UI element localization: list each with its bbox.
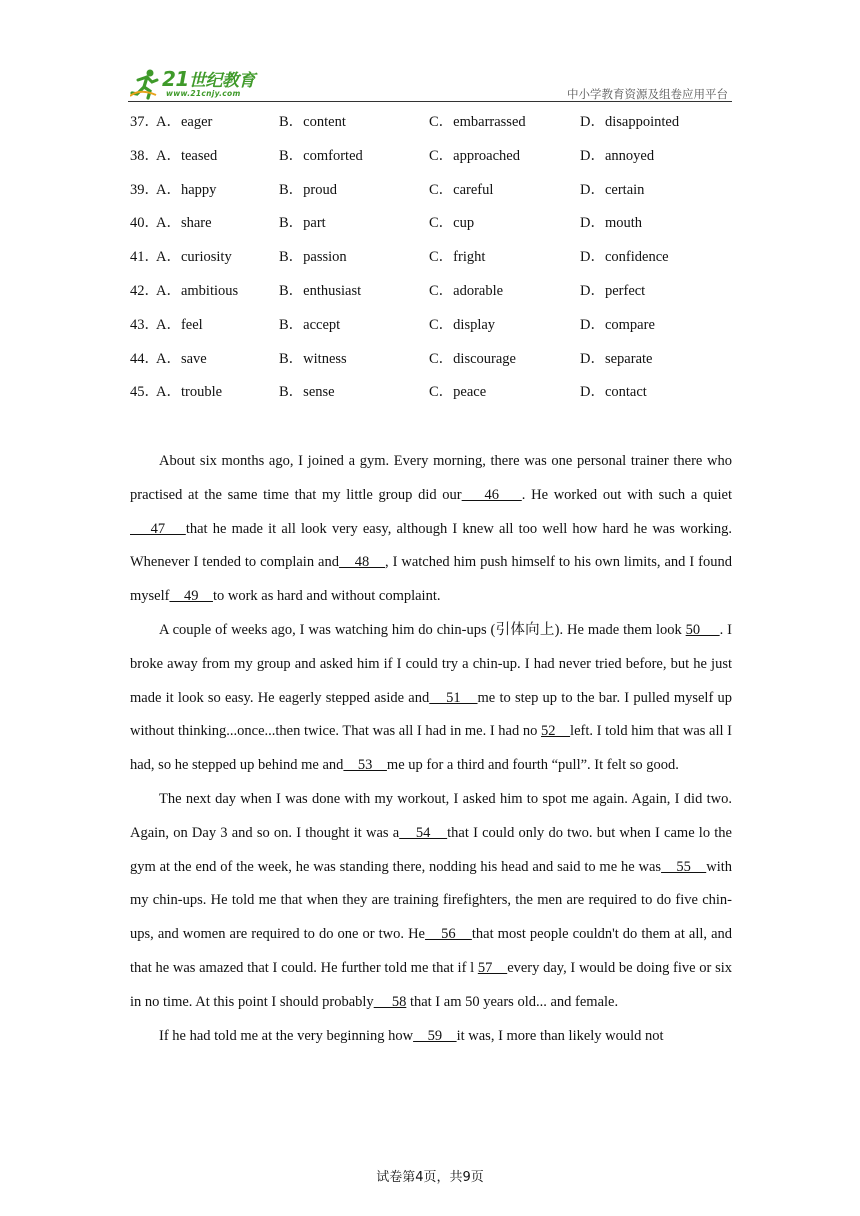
cloze-passage: [130, 445, 732, 1053]
passage-text: that he made it all look very easy, although I knew all too well how hard he was working. Whenever I tended to complain and: [130, 520, 733, 571]
option-b: B．passion: [279, 249, 347, 266]
question-number: 37．: [130, 114, 159, 130]
passage-text: . I broke away from my group and asked him if I could try a chin-up. I had never tried before, but he just made it look so easy. He eagerly stepped aside and: [130, 621, 732, 706]
option-b: B．witness: [279, 350, 347, 367]
passage-text: If he had told me at the very beginning how: [159, 1027, 414, 1044]
passage-text: every day, I would be doing five or six in no time. At this point I should probably: [130, 959, 733, 1010]
passage-text: . He worked out with such a quiet: [521, 486, 733, 503]
option-b: B．part: [279, 215, 326, 232]
option-a: A．teased: [156, 147, 218, 164]
passage-text: that I could only do two. but when I came lo the gym at the end of the week, he was standing there, nodding his head and said to me he was: [130, 824, 732, 875]
option-a: A．curiosity: [156, 249, 232, 266]
answer-options: [130, 112, 734, 416]
answer-blank: 52: [541, 723, 571, 740]
answer-blank: 55: [661, 858, 707, 875]
option-c: C．approached: [429, 147, 520, 164]
answer-blank: 47: [130, 520, 186, 537]
option-d: D．contact: [580, 384, 647, 401]
passage-text: A couple of weeks ago, I was watching him do chin-ups (引体向上). He made them look: [159, 621, 686, 638]
option-c: C．peace: [429, 384, 487, 401]
option-c: C．display: [429, 316, 496, 333]
option-a: A．ambitious: [156, 282, 239, 299]
site-logo: [128, 66, 268, 102]
option-row: [130, 247, 734, 281]
answer-blank: 46: [461, 486, 522, 503]
option-d: D．compare: [580, 316, 655, 333]
option-d: D．disappointed: [580, 114, 680, 130]
logo-text: [162, 66, 255, 91]
paragraph-3: [130, 783, 732, 1020]
question-number: 41．: [130, 249, 159, 266]
option-a: A．happy: [156, 181, 217, 198]
running-figure-icon: [130, 68, 162, 100]
passage-text: that most people couldn't do them at all, and that he was amazed that I could. He further told me that if l: [130, 926, 732, 976]
option-row: [130, 112, 734, 146]
option-a: A．save: [156, 350, 207, 367]
answer-blank: 58: [373, 993, 407, 1010]
option-row: [130, 180, 734, 214]
passage-text: to work as hard and without complaint.: [212, 588, 441, 605]
platform-name: 中小学教育资源及组卷应用平台: [567, 87, 728, 101]
option-row: [130, 349, 734, 383]
passage-text: me to step up to the bar. I pulled myself up without thinking...once...then twice. That was all I had in me. I had no: [130, 689, 733, 740]
option-row: [130, 281, 734, 315]
answer-blank: 51: [429, 689, 478, 706]
passage-text: The next day when I was done with my workout, I asked him to spot me again. Again, I did two. Again, on Day 3 and so on. I thought it was a: [130, 790, 732, 841]
option-d: D．separate: [580, 350, 653, 367]
header-divider: [128, 101, 732, 102]
answer-blank: 49: [169, 588, 213, 605]
answer-blank: 57: [477, 959, 508, 976]
option-row: [130, 146, 734, 180]
option-c: C．embarrassed: [429, 114, 526, 130]
option-c: C．fright: [429, 249, 486, 266]
answer-blank: 54: [399, 824, 448, 841]
question-number: 39．: [130, 181, 159, 198]
paragraph-1: [130, 445, 732, 614]
logo-cn: 世纪教育: [188, 71, 255, 91]
passage-text: About six months ago, I joined a gym. Every morning, there was one personal trainer there who practised at the same time that my little group did our: [130, 453, 732, 503]
option-a: A．eager: [156, 114, 213, 130]
option-row: [130, 315, 734, 349]
answer-blank: 48: [338, 554, 386, 571]
question-number: 43．: [130, 316, 159, 333]
question-number: 42．: [130, 282, 159, 299]
passage-text: it was, I more than likely would not: [456, 1027, 664, 1044]
logo-main: 21: [162, 67, 189, 91]
answer-blank: 53: [343, 757, 387, 774]
option-b: B．sense: [279, 384, 335, 401]
question-number: 38．: [130, 147, 159, 164]
option-row: [130, 382, 734, 416]
option-d: D．certain: [580, 181, 645, 198]
option-b: B．accept: [279, 316, 341, 333]
option-d: D．annoyed: [580, 147, 655, 164]
paragraph-2: [130, 614, 732, 783]
answer-blank: 56: [424, 926, 472, 943]
question-number: 45．: [130, 384, 159, 401]
passage-text: me up for a third and fourth “pull”. It felt so good.: [386, 757, 679, 774]
logo-url: www.21cnjy.com: [166, 89, 241, 98]
option-d: D．perfect: [580, 282, 646, 299]
answer-blank: 59: [413, 1027, 457, 1044]
question-number: 44．: [130, 350, 159, 367]
option-a: A．feel: [156, 316, 203, 333]
option-c: C．cup: [429, 215, 475, 232]
option-c: C．careful: [429, 181, 494, 198]
option-b: B．proud: [279, 181, 337, 198]
page-footer: 试卷第4页，共9页: [376, 1170, 484, 1185]
option-d: D．mouth: [580, 215, 643, 232]
option-c: C．discourage: [429, 350, 516, 367]
option-b: B．enthusiast: [279, 282, 362, 299]
page-header: [128, 66, 732, 104]
option-row: [130, 213, 734, 247]
option-a: A．trouble: [156, 384, 223, 401]
paragraph-4: [130, 1020, 732, 1054]
option-b: B．content: [279, 114, 346, 130]
answer-blank: 50: [685, 621, 720, 638]
question-number: 40．: [130, 215, 159, 232]
option-a: A．share: [156, 215, 212, 232]
passage-text: with my chin-ups. He told me that when they are training firefighters, the men are required to do five chin-ups, and women are required to do one or two. He: [130, 858, 732, 943]
option-b: B．comforted: [279, 147, 363, 164]
option-c: C．adorable: [429, 282, 504, 299]
option-d: D．confidence: [580, 249, 669, 266]
passage-text: , I watched him push himself to his own limits, and I found myself: [130, 554, 732, 605]
passage-text: left. I told him that was all I had, so he stepped up behind me and: [130, 723, 732, 774]
passage-text: that I am 50 years old... and female.: [406, 993, 619, 1010]
